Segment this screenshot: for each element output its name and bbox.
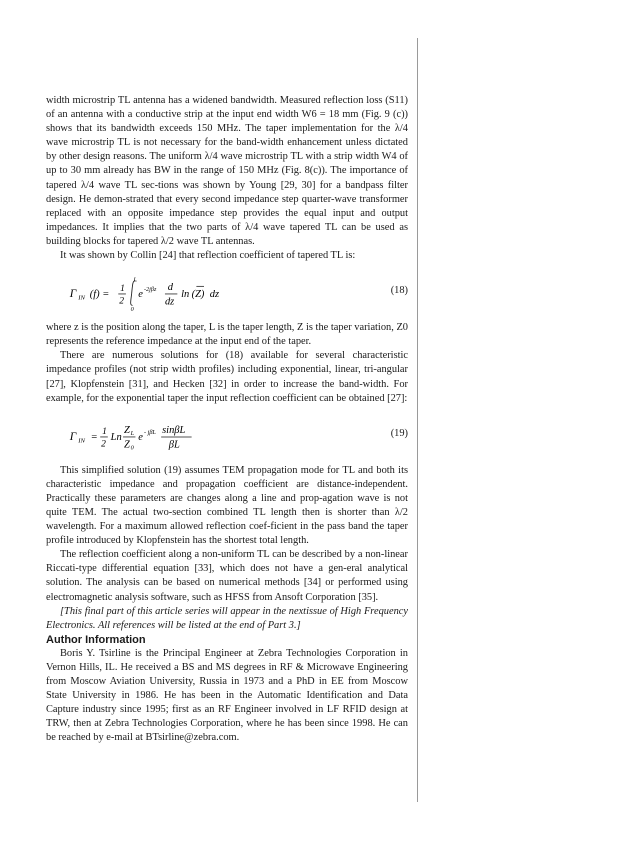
paragraph-bandwidth: width microstrip TL antenna has a widened bandwidth. Measured reflection loss (S11) of an antenna with a conductive strip at the input end width W6 = 18 mm (Fig. 9 (c)) shows that its bandwidth exceeds 150 MHz. The taper implementation for the λ/4 wave microstrip TL is not necessary for the band-width enhancement unless dictated by other design reasons. The uniform λ/4 wave microstrip TL with a strip width W4 of up to 30 mm already has BW in the range of 150 MHz (Fig. 8(c)). The importance of tapered λ/4 wave TL sec-tions was shown by Young [29, 30] for a bandpass filter design. He demon-strated that every second impedance step quarter-wave transformer replaced with an opposite impedance step provides the equal input and output impedances. It implies that the two parts of λ/4 wave tapered TL can be used as building blocks for tapered λ/2 wave TL antennas. [46, 95, 408, 247]
author-heading: Author Information [46, 633, 146, 646]
eq18-half-num: 1 [120, 284, 125, 295]
eq19-ln: Ln [110, 431, 122, 443]
eq19-eq: = [90, 431, 98, 443]
eq18-integral-sign [131, 281, 136, 306]
eq18-arg: (f) = [89, 288, 110, 300]
eq18-int-upper: L [133, 276, 137, 284]
eq19-exp-power: - jβL [144, 428, 156, 436]
eq19-exp-base: e [138, 431, 143, 443]
eq19-zl: Z [124, 424, 130, 436]
eq18-ln: ln [181, 288, 190, 300]
column-divider [417, 38, 418, 802]
eq19-z0: Z [124, 439, 130, 451]
eq18-dz: dz [209, 288, 220, 300]
eq19-sin-den: βL [168, 439, 180, 451]
paragraph-collin: It was shown by Collin [24] that reflection coefficient of tapered TL is: [60, 250, 356, 262]
paragraph-solutions: There are numerous solutions for (18) available for several characteristic impedance profiles (not strip width profiles) including exponential, linear, tri-angular [27], Klopfenstein [31], and Hecken [32] in order to increase the band-width. For example, for the exponential taper the input reflection coefficient can be obtained [27]: [46, 350, 408, 404]
eq19-sin-num: sinβL [162, 424, 186, 436]
paragraph-riccati: The reflection coefficient along a non-uniform TL can be described by a non-linear Riccati-type differential equation [33], which does not have a gen-eral analytical solution. The analysis can be based on numerical methods [34] or performed using electromagnetic analysis software, such as HFSS from Ansoft Corporation [35]. [46, 549, 408, 603]
equation-19-formula [64, 416, 304, 456]
eq19-z0-sub: 0 [130, 444, 134, 452]
eq18-gamma-sub: IN [78, 294, 85, 302]
eq19-zl-sub: L [130, 429, 135, 437]
equation-18 [46, 269, 408, 315]
eq18-exp-power: -2jβz [144, 286, 157, 294]
eq18-d-den: dz [164, 296, 175, 308]
equation-19 [46, 412, 408, 458]
eq18-gamma: Γ [69, 287, 77, 300]
eq19-gamma-sub: IN [78, 437, 85, 445]
eq19-half-den: 2 [101, 439, 106, 450]
eq19-half-num: 1 [102, 426, 107, 437]
equation-18-number: (18) [390, 285, 408, 297]
eq18-exp-base: e [138, 288, 143, 300]
eq18-zbar: (Z) [191, 288, 205, 300]
eq18-int-lower: 0 [130, 306, 134, 314]
equation-18-formula [64, 273, 304, 313]
eq18-d-num: d [167, 282, 174, 294]
article-column [46, 94, 408, 746]
editor-note: [This final part of this article series will appear in the nextissue of High Frequency Electronics. All references will be listed at the end of Part 3.] [46, 605, 408, 631]
eq18-half-den: 2 [119, 296, 125, 307]
paragraph-simplified: This simplified solution (19) assumes TEM propagation mode for TL and both its characteristic impedance and propagation coefficient are distance-independent. Practically these parameters are changes along a line and prop-agation wave is not quite TEM. The actual two-section combined TL length then is shorter than λ/2 wavelength. For a maximum allowed reflection coef-ficient in the pass band the taper profile introduced by Klopfenstein has the shortest total length. [46, 464, 408, 547]
eq19-gamma: Γ [69, 430, 77, 443]
author-bio: Boris Y. Tsirline is the Principal Engineer at Zebra Technologies Corporation in Vernon Hills, IL. He received a BS and MS degrees in RF & Microwave Engineering from Moscow Aviation University, Russia in 1973 and a PhD in EE from Moscow State University in 1986. He has been in the Automatic Identification and Data Capture industry since 1995; first as an RF Engineer involved in LF RFID design at TRW, then at Zebra Technologies Corporation, where he has been since 1998. He can be reached by e-mail at BTsirline@zebra.com. [46, 647, 408, 744]
equation-19-number: (19) [390, 427, 408, 439]
paragraph-where: where z is the position along the taper, L is the taper length, Z is the taper variation, Z0 represents the reference impedance at the input end of the taper. [46, 322, 408, 348]
